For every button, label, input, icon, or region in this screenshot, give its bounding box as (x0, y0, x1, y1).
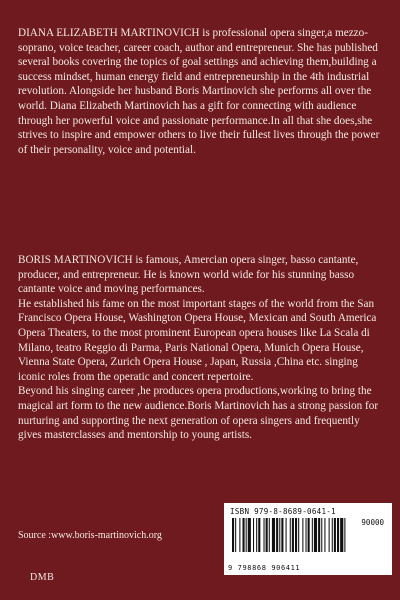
barcode-stripe (312, 518, 313, 552)
barcode-stripe (321, 518, 322, 552)
barcode-stripe (329, 518, 330, 552)
barcode-stripe (306, 518, 307, 552)
barcode-stripe (276, 518, 278, 552)
barcode-stripe (332, 518, 333, 552)
barcode-stripe (243, 518, 245, 552)
barcode-stripe (318, 518, 320, 552)
bio-diana-martinovich: DIANA ELIZABETH MARTINOVICH is professional opera singer,a mezzo-soprano, voice teacher, career coach, author and entrepreneur. She has published several books covering the topics of goal settings and achieving them,building a success mindset, human energy field and entrepreneurship in the 4th industrial revolution. Alongside her husband Boris Martinovich she performs all over the world. Diana Elizabeth Martinovich has a gift for connecting with audience through her powerful voice and passionate performance.In all that she does,she strives to inspire and empower others to live their fullest lives through the power of their personality, voice and potential. (18, 27, 380, 156)
barcode-stripe (258, 518, 260, 552)
barcode-stripe (266, 518, 268, 552)
barcode-digits: 9 798868 906411 (228, 564, 301, 572)
barcode-stripe (246, 518, 247, 552)
barcode-stripe (295, 518, 297, 552)
price-code: 90000 (361, 518, 384, 527)
barcode-stripe (308, 518, 310, 552)
barcode-stripe (334, 518, 336, 552)
barcode-stripe (256, 518, 257, 552)
barcode-stripe (281, 518, 283, 552)
bio-boris-martinovich: BORIS MARTINOVICH is famous, Amercian opera singer, basso cantante, producer, and entrepreneur. He is known world wide for his stunning basso cantante voice and moving performances. He established his fame on the most important stages of the world from the San Francisco Opera House, Washington Opera House, Mexican and South America Opera Theaters, to the most prominent European opera houses like La Scala di Milano, teatro Reggio di Parma, Paris National Opera, Munich Opera House, Vienna State Opera, Zurich Opera House , Japan, Russia ,China etc. singing iconic roles from the operatic and concert repertoire. Beyond his singing career ,he produces opera productions,working to bring the magical art form to the new audience.Boris Martinovich has a strong passion for nurturing and supporting the next generation of opera singers and frequently gives masterclasses and mentorship to young artists. (18, 254, 379, 442)
barcode-stripe (272, 518, 275, 552)
barcode-stripe (292, 518, 294, 552)
barcode-stripe (269, 518, 270, 552)
publisher-mark: DMB (30, 572, 55, 583)
isbn-number: ISBN 979-8-8689-0641-1 (230, 507, 336, 516)
barcode-stripe (239, 518, 240, 552)
barcode-stripe (298, 518, 299, 552)
barcode-stripe (279, 518, 280, 552)
barcode-stripe (337, 518, 339, 552)
barcode-stripe (253, 518, 254, 552)
barcode-stripe (344, 518, 345, 552)
isbn-barcode (224, 503, 392, 575)
barcode-stripe (340, 518, 343, 552)
barcode-stripe (235, 518, 236, 552)
barcode-stripe (314, 518, 317, 552)
barcode-stripe (264, 518, 265, 552)
source-line: Source :www.boris-martinovich.org (18, 530, 162, 541)
barcode-stripe (286, 518, 287, 552)
barcode-stripe (248, 518, 251, 552)
barcode-bars (232, 518, 384, 560)
barcode-stripe (232, 518, 234, 552)
barcode-stripe (302, 518, 303, 552)
barcode-stripe (324, 518, 325, 552)
barcode-stripe (290, 518, 291, 552)
